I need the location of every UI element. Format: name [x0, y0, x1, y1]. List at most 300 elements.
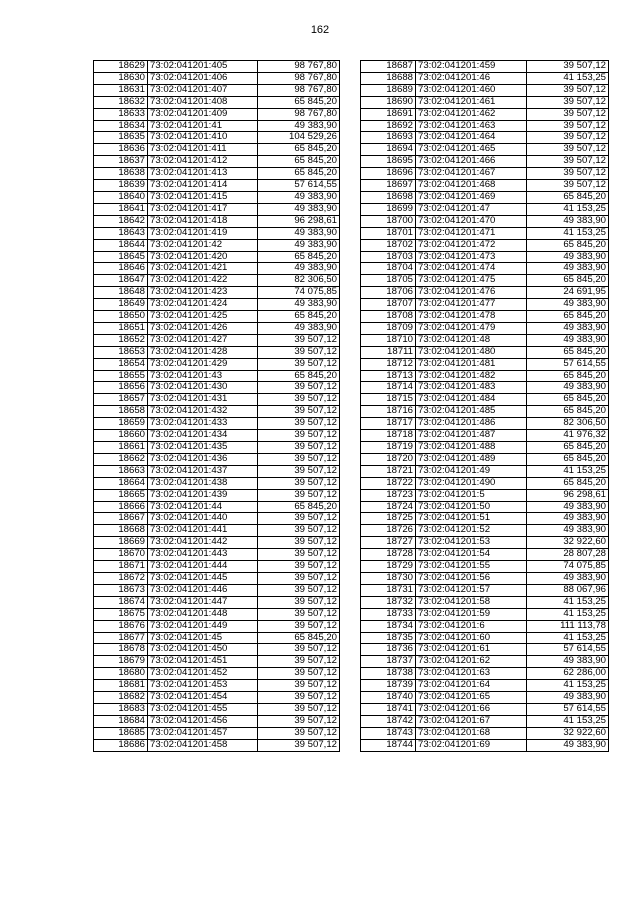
value-cell: 65 845,20: [527, 191, 609, 203]
table-row: [361, 311, 609, 323]
table-row: [94, 156, 340, 168]
row-number-cell: 18652: [94, 334, 148, 346]
cadastral-number-cell: 73:02:041201:407: [148, 84, 258, 96]
value-cell: 39 507,12: [258, 453, 340, 465]
table-row: [94, 358, 340, 370]
row-number-cell: 18641: [94, 203, 148, 215]
row-number-cell: 18720: [361, 453, 416, 465]
table-row: [94, 215, 340, 227]
row-number-cell: 18710: [361, 334, 416, 346]
value-cell: 57 614,55: [527, 644, 609, 656]
row-number-cell: 18682: [94, 692, 148, 704]
value-cell: 49 383,90: [527, 215, 609, 227]
row-number-cell: 18642: [94, 215, 148, 227]
table-row: [94, 191, 340, 203]
table-row: [94, 180, 340, 192]
value-cell: 49 383,90: [527, 692, 609, 704]
cadastral-number-cell: 73:02:041201:449: [148, 620, 258, 632]
row-number-cell: 18649: [94, 299, 148, 311]
value-cell: 39 507,12: [258, 477, 340, 489]
table-row: [94, 537, 340, 549]
table-row: [94, 703, 340, 715]
value-cell: 65 845,20: [527, 406, 609, 418]
cadastral-number-cell: 73:02:041201:489: [416, 453, 527, 465]
value-cell: 65 845,20: [258, 311, 340, 323]
cadastral-number-cell: 73:02:041201:426: [148, 322, 258, 334]
value-cell: 39 507,12: [258, 406, 340, 418]
value-cell: 65 845,20: [527, 346, 609, 358]
cadastral-number-cell: 73:02:041201:415: [148, 191, 258, 203]
cadastral-number-cell: 73:02:041201:48: [416, 334, 527, 346]
value-cell: 41 153,25: [527, 596, 609, 608]
value-cell: 39 507,12: [258, 561, 340, 573]
cadastral-number-cell: 73:02:041201:417: [148, 203, 258, 215]
value-cell: 39 507,12: [258, 727, 340, 739]
cadastral-number-cell: 73:02:041201:490: [416, 477, 527, 489]
value-cell: 65 845,20: [527, 275, 609, 287]
table-row: [94, 84, 340, 96]
cadastral-number-cell: 73:02:041201:68: [416, 727, 527, 739]
row-number-cell: 18631: [94, 84, 148, 96]
value-cell: 41 153,25: [527, 632, 609, 644]
table-row: [94, 144, 340, 156]
row-number-cell: 18725: [361, 513, 416, 525]
table-row: [361, 251, 609, 263]
row-number-cell: 18634: [94, 120, 148, 132]
cadastral-number-cell: 73:02:041201:410: [148, 132, 258, 144]
cadastral-number-cell: 73:02:041201:462: [416, 108, 527, 120]
table-row: [361, 703, 609, 715]
value-cell: 41 153,25: [527, 203, 609, 215]
row-number-cell: 18650: [94, 311, 148, 323]
row-number-cell: 18657: [94, 394, 148, 406]
table-row: [94, 61, 340, 73]
value-cell: 65 845,20: [258, 501, 340, 513]
row-number-cell: 18731: [361, 584, 416, 596]
table-row: [361, 358, 609, 370]
value-cell: 41 153,25: [527, 680, 609, 692]
cadastral-number-cell: 73:02:041201:54: [416, 549, 527, 561]
value-cell: 39 507,12: [527, 168, 609, 180]
cadastral-number-cell: 73:02:041201:420: [148, 251, 258, 263]
value-cell: 39 507,12: [258, 656, 340, 668]
value-cell: 96 298,61: [527, 489, 609, 501]
row-number-cell: 18737: [361, 656, 416, 668]
row-number-cell: 18688: [361, 72, 416, 84]
row-number-cell: 18692: [361, 120, 416, 132]
cadastral-number-cell: 73:02:041201:465: [416, 144, 527, 156]
table-row: [361, 287, 609, 299]
cadastral-number-cell: 73:02:041201:55: [416, 561, 527, 573]
row-number-cell: 18741: [361, 703, 416, 715]
row-number-cell: 18684: [94, 715, 148, 727]
cadastral-number-cell: 73:02:041201:409: [148, 108, 258, 120]
table-row: [361, 275, 609, 287]
cadastral-number-cell: 73:02:041201:464: [416, 132, 527, 144]
row-number-cell: 18727: [361, 537, 416, 549]
cadastral-number-cell: 73:02:041201:46: [416, 72, 527, 84]
cadastral-number-cell: 73:02:041201:485: [416, 406, 527, 418]
cadastral-number-cell: 73:02:041201:440: [148, 513, 258, 525]
value-cell: 39 507,12: [527, 132, 609, 144]
table-row: [361, 453, 609, 465]
table-row: [361, 263, 609, 275]
cadastral-number-cell: 73:02:041201:481: [416, 358, 527, 370]
table-row: [94, 453, 340, 465]
cadastral-number-cell: 73:02:041201:59: [416, 608, 527, 620]
value-cell: 39 507,12: [258, 680, 340, 692]
row-number-cell: 18640: [94, 191, 148, 203]
table-row: [94, 72, 340, 84]
table-row: [94, 501, 340, 513]
table-row: [361, 227, 609, 239]
value-cell: 32 922,60: [527, 537, 609, 549]
table-row: [94, 299, 340, 311]
table-row: [361, 620, 609, 632]
cadastral-number-cell: 73:02:041201:487: [416, 430, 527, 442]
row-number-cell: 18644: [94, 239, 148, 251]
row-number-cell: 18697: [361, 180, 416, 192]
table-row: [94, 715, 340, 727]
row-number-cell: 18673: [94, 584, 148, 596]
cadastral-number-cell: 73:02:041201:435: [148, 442, 258, 454]
cadastral-number-cell: 73:02:041201:454: [148, 692, 258, 704]
table-row: [361, 680, 609, 692]
table-row: [94, 120, 340, 132]
cadastral-number-cell: 73:02:041201:445: [148, 572, 258, 584]
table-row: [94, 418, 340, 430]
value-cell: 49 383,90: [527, 739, 609, 751]
value-cell: 49 383,90: [258, 263, 340, 275]
value-cell: 39 507,12: [258, 442, 340, 454]
cadastral-number-cell: 73:02:041201:419: [148, 227, 258, 239]
value-cell: 39 507,12: [258, 596, 340, 608]
value-cell: 39 507,12: [258, 537, 340, 549]
value-cell: 39 507,12: [258, 418, 340, 430]
cadastral-number-cell: 73:02:041201:60: [416, 632, 527, 644]
table-row: [94, 239, 340, 251]
cadastral-number-cell: 73:02:041201:444: [148, 561, 258, 573]
value-cell: 98 767,80: [258, 72, 340, 84]
row-number-cell: 18744: [361, 739, 416, 751]
value-cell: 49 383,90: [258, 191, 340, 203]
table-row: [361, 215, 609, 227]
table-row: [361, 692, 609, 704]
cadastral-number-cell: 73:02:041201:448: [148, 608, 258, 620]
row-number-cell: 18728: [361, 549, 416, 561]
table-row: [361, 346, 609, 358]
table-row: [361, 239, 609, 251]
row-number-cell: 18660: [94, 430, 148, 442]
value-cell: 49 383,90: [527, 656, 609, 668]
value-cell: 65 845,20: [258, 251, 340, 263]
row-number-cell: 18675: [94, 608, 148, 620]
value-cell: 39 507,12: [258, 430, 340, 442]
table-row: [94, 275, 340, 287]
cadastral-number-cell: 73:02:041201:414: [148, 180, 258, 192]
value-cell: 49 383,90: [258, 299, 340, 311]
table-row: [94, 525, 340, 537]
value-cell: 39 507,12: [527, 120, 609, 132]
value-cell: 39 507,12: [527, 156, 609, 168]
row-number-cell: 18735: [361, 632, 416, 644]
cadastral-number-cell: 73:02:041201:469: [416, 191, 527, 203]
row-number-cell: 18702: [361, 239, 416, 251]
value-cell: 49 383,90: [258, 227, 340, 239]
cadastral-number-cell: 73:02:041201:461: [416, 96, 527, 108]
cadastral-number-cell: 73:02:041201:450: [148, 644, 258, 656]
table-row: [94, 382, 340, 394]
value-cell: 24 691,95: [527, 287, 609, 299]
row-number-cell: 18706: [361, 287, 416, 299]
table-row: [361, 525, 609, 537]
table-row: [94, 513, 340, 525]
row-number-cell: 18686: [94, 739, 148, 751]
row-number-cell: 18678: [94, 644, 148, 656]
cadastral-number-cell: 73:02:041201:418: [148, 215, 258, 227]
cadastral-number-cell: 73:02:041201:476: [416, 287, 527, 299]
cadastral-number-cell: 73:02:041201:438: [148, 477, 258, 489]
cadastral-number-cell: 73:02:041201:483: [416, 382, 527, 394]
row-number-cell: 18695: [361, 156, 416, 168]
table-row: [361, 572, 609, 584]
row-number-cell: 18646: [94, 263, 148, 275]
table-row: [361, 203, 609, 215]
value-cell: 49 383,90: [258, 239, 340, 251]
value-cell: 39 507,12: [258, 382, 340, 394]
table-row: [94, 584, 340, 596]
value-cell: 39 507,12: [258, 572, 340, 584]
table-row: [361, 61, 609, 73]
cadastral-number-cell: 73:02:041201:425: [148, 311, 258, 323]
row-number-cell: 18703: [361, 251, 416, 263]
cadastral-number-cell: 73:02:041201:51: [416, 513, 527, 525]
table-row: [94, 620, 340, 632]
cadastral-number-cell: 73:02:041201:42: [148, 239, 258, 251]
value-cell: 39 507,12: [258, 668, 340, 680]
value-cell: 98 767,80: [258, 84, 340, 96]
value-cell: 49 383,90: [258, 120, 340, 132]
table-row: [94, 477, 340, 489]
value-cell: 39 507,12: [258, 358, 340, 370]
value-cell: 65 845,20: [527, 370, 609, 382]
row-number-cell: 18733: [361, 608, 416, 620]
row-number-cell: 18680: [94, 668, 148, 680]
value-cell: 65 845,20: [527, 453, 609, 465]
cadastral-number-cell: 73:02:041201:477: [416, 299, 527, 311]
value-cell: 111 113,78: [527, 620, 609, 632]
table-row: [94, 370, 340, 382]
row-number-cell: 18713: [361, 370, 416, 382]
cadastral-number-cell: 73:02:041201:47: [416, 203, 527, 215]
row-number-cell: 18669: [94, 537, 148, 549]
row-number-cell: 18722: [361, 477, 416, 489]
table-row: [94, 311, 340, 323]
value-cell: 41 153,25: [527, 72, 609, 84]
row-number-cell: 18672: [94, 572, 148, 584]
table-row: [361, 727, 609, 739]
table-row: [94, 680, 340, 692]
table-row: [361, 656, 609, 668]
table-row: [361, 608, 609, 620]
cadastral-number-cell: 73:02:041201:408: [148, 96, 258, 108]
row-number-cell: 18639: [94, 180, 148, 192]
value-cell: 98 767,80: [258, 61, 340, 73]
value-cell: 49 383,90: [527, 322, 609, 334]
row-number-cell: 18718: [361, 430, 416, 442]
row-number-cell: 18743: [361, 727, 416, 739]
cadastral-number-cell: 73:02:041201:429: [148, 358, 258, 370]
row-number-cell: 18690: [361, 96, 416, 108]
value-cell: 98 767,80: [258, 108, 340, 120]
table-row: [361, 168, 609, 180]
row-number-cell: 18696: [361, 168, 416, 180]
table-row: [361, 739, 609, 751]
value-cell: 49 383,90: [527, 572, 609, 584]
row-number-cell: 18715: [361, 394, 416, 406]
row-number-cell: 18698: [361, 191, 416, 203]
row-number-cell: 18648: [94, 287, 148, 299]
right-table: [360, 60, 609, 752]
table-row: [361, 489, 609, 501]
cadastral-number-cell: 73:02:041201:470: [416, 215, 527, 227]
cadastral-number-cell: 73:02:041201:471: [416, 227, 527, 239]
row-number-cell: 18738: [361, 668, 416, 680]
value-cell: 65 845,20: [258, 96, 340, 108]
cadastral-number-cell: 73:02:041201:451: [148, 656, 258, 668]
row-number-cell: 18736: [361, 644, 416, 656]
row-number-cell: 18655: [94, 370, 148, 382]
value-cell: 65 845,20: [258, 168, 340, 180]
row-number-cell: 18732: [361, 596, 416, 608]
table-row: [94, 132, 340, 144]
value-cell: 104 529,26: [258, 132, 340, 144]
table-row: [361, 561, 609, 573]
row-number-cell: 18730: [361, 572, 416, 584]
cadastral-number-cell: 73:02:041201:421: [148, 263, 258, 275]
table-row: [361, 632, 609, 644]
cadastral-number-cell: 73:02:041201:458: [148, 739, 258, 751]
table-row: [361, 120, 609, 132]
value-cell: 49 383,90: [527, 263, 609, 275]
table-row: [361, 394, 609, 406]
row-number-cell: 18645: [94, 251, 148, 263]
cadastral-number-cell: 73:02:041201:428: [148, 346, 258, 358]
table-row: [94, 668, 340, 680]
table-row: [94, 656, 340, 668]
value-cell: 65 845,20: [258, 144, 340, 156]
row-number-cell: 18693: [361, 132, 416, 144]
cadastral-number-cell: 73:02:041201:64: [416, 680, 527, 692]
cadastral-number-cell: 73:02:041201:66: [416, 703, 527, 715]
table-row: [94, 263, 340, 275]
value-cell: 41 153,25: [527, 608, 609, 620]
table-row: [94, 644, 340, 656]
value-cell: 39 507,12: [527, 180, 609, 192]
value-cell: 41 153,25: [527, 465, 609, 477]
value-cell: 65 845,20: [527, 442, 609, 454]
cadastral-number-cell: 73:02:041201:466: [416, 156, 527, 168]
row-number-cell: 18714: [361, 382, 416, 394]
cadastral-number-cell: 73:02:041201:460: [416, 84, 527, 96]
cadastral-number-cell: 73:02:041201:473: [416, 251, 527, 263]
row-number-cell: 18699: [361, 203, 416, 215]
table-row: [94, 608, 340, 620]
value-cell: 28 807,28: [527, 549, 609, 561]
row-number-cell: 18700: [361, 215, 416, 227]
row-number-cell: 18633: [94, 108, 148, 120]
cadastral-number-cell: 73:02:041201:5: [416, 489, 527, 501]
row-number-cell: 18671: [94, 561, 148, 573]
value-cell: 39 507,12: [258, 739, 340, 751]
value-cell: 65 845,20: [527, 477, 609, 489]
value-cell: 49 383,90: [527, 382, 609, 394]
row-number-cell: 18705: [361, 275, 416, 287]
value-cell: 39 507,12: [258, 334, 340, 346]
cadastral-number-cell: 73:02:041201:61: [416, 644, 527, 656]
value-cell: 41 153,25: [527, 227, 609, 239]
row-number-cell: 18647: [94, 275, 148, 287]
cadastral-number-cell: 73:02:041201:446: [148, 584, 258, 596]
row-number-cell: 18676: [94, 620, 148, 632]
value-cell: 39 507,12: [258, 465, 340, 477]
table-row: [361, 644, 609, 656]
cadastral-number-cell: 73:02:041201:439: [148, 489, 258, 501]
row-number-cell: 18663: [94, 465, 148, 477]
row-number-cell: 18721: [361, 465, 416, 477]
row-number-cell: 18636: [94, 144, 148, 156]
value-cell: 74 075,85: [527, 561, 609, 573]
table-row: [361, 418, 609, 430]
table-row: [361, 668, 609, 680]
row-number-cell: 18689: [361, 84, 416, 96]
value-cell: 82 306,50: [258, 275, 340, 287]
table-row: [361, 596, 609, 608]
table-row: [94, 96, 340, 108]
row-number-cell: 18683: [94, 703, 148, 715]
cadastral-number-cell: 73:02:041201:437: [148, 465, 258, 477]
value-cell: 39 507,12: [527, 108, 609, 120]
row-number-cell: 18656: [94, 382, 148, 394]
row-number-cell: 18707: [361, 299, 416, 311]
row-number-cell: 18711: [361, 346, 416, 358]
value-cell: 39 507,12: [258, 620, 340, 632]
row-number-cell: 18637: [94, 156, 148, 168]
cadastral-number-cell: 73:02:041201:443: [148, 549, 258, 561]
row-number-cell: 18677: [94, 632, 148, 644]
cadastral-number-cell: 73:02:041201:431: [148, 394, 258, 406]
table-row: [94, 227, 340, 239]
row-number-cell: 18674: [94, 596, 148, 608]
cadastral-number-cell: 73:02:041201:53: [416, 537, 527, 549]
value-cell: 65 845,20: [258, 156, 340, 168]
row-number-cell: 18723: [361, 489, 416, 501]
cadastral-number-cell: 73:02:041201:62: [416, 656, 527, 668]
cadastral-number-cell: 73:02:041201:436: [148, 453, 258, 465]
row-number-cell: 18643: [94, 227, 148, 239]
cadastral-number-cell: 73:02:041201:472: [416, 239, 527, 251]
row-number-cell: 18742: [361, 715, 416, 727]
value-cell: 39 507,12: [258, 692, 340, 704]
table-row: [94, 596, 340, 608]
cadastral-number-cell: 73:02:041201:433: [148, 418, 258, 430]
table-row: [361, 501, 609, 513]
table-row: [361, 406, 609, 418]
row-number-cell: 18734: [361, 620, 416, 632]
table-row: [94, 108, 340, 120]
cadastral-number-cell: 73:02:041201:453: [148, 680, 258, 692]
row-number-cell: 18687: [361, 61, 416, 73]
